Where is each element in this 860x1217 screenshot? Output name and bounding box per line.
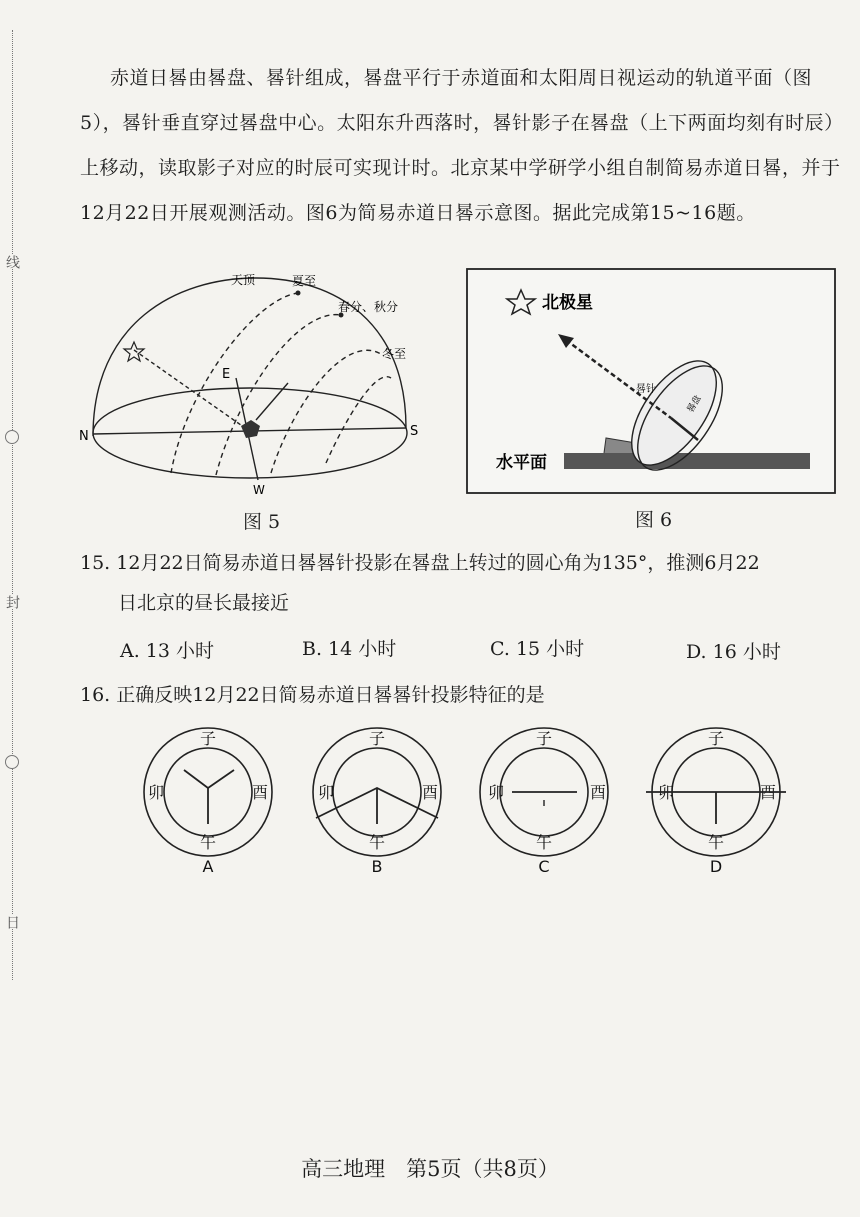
label-disk: 晷盘 (685, 393, 704, 415)
binding-hole-bottom (5, 755, 19, 769)
svg-text:酉: 酉 (421, 783, 439, 802)
question-15 (80, 544, 760, 582)
question-15-line2: 日北京的昼长最接近 (118, 592, 290, 614)
intro-paragraph: 赤道日晷由晷盘、晷针组成，晷盘平行于赤道面和太阳周日视运动的轨道平面（图5），晷针垂直穿过晷盘中心。太阳东升西落时，晷针影子在晷盘（上下两面均刻有时辰）上移动，读取影子对应的时辰可实现计时。北京某中学研学小组自制简易赤道日晷，并于12月22日开展观测活动。图6为简易赤道日晷示意图。据此完成第15~16题。 (80, 67, 844, 224)
page-footer: 高三地理 第5页（共8页） (301, 1157, 559, 1181)
dial-b-label: B (371, 857, 383, 876)
binding-label-bottom: 日 (4, 915, 20, 929)
dial-d[interactable] (646, 728, 786, 876)
svg-text:酉: 酉 (759, 783, 777, 802)
q15-option-c[interactable]: C. 15 小时 (490, 638, 585, 660)
label-zenith: 天顶 (231, 273, 256, 287)
svg-text:子: 子 (199, 729, 217, 748)
label-horizontal-plane: 水平面 (496, 453, 547, 473)
svg-text:午: 午 (707, 833, 725, 852)
dial-a-label: A (202, 857, 214, 876)
svg-text:卯: 卯 (147, 783, 165, 802)
label-east: E (222, 367, 231, 382)
q15-option-d[interactable]: D. 16 小时 (686, 641, 781, 663)
label-needle: 晷针 (636, 384, 656, 395)
question-15-number: 15. (80, 552, 111, 574)
binding-line (12, 30, 13, 980)
dial-d-label: D (709, 857, 723, 876)
label-winter-solstice: 冬至 (382, 347, 407, 361)
figure-5-caption: 图 5 (243, 511, 281, 533)
question-15-text-line1: 12月22日简易赤道日晷晷针投影在晷盘上转过的圆心角为135°，推测6月22 (116, 552, 760, 574)
svg-text:午: 午 (199, 833, 217, 852)
dial-a[interactable] (144, 728, 272, 876)
label-west: W (253, 483, 265, 497)
q16-dials (140, 722, 800, 882)
binding-label-top: 线 (4, 255, 20, 269)
svg-text:子: 子 (707, 729, 725, 748)
svg-text:午: 午 (535, 833, 553, 852)
svg-text:酉: 酉 (589, 783, 607, 802)
figure-5-celestial-sphere (76, 268, 436, 498)
svg-text:子: 子 (368, 729, 386, 748)
svg-text:卯: 卯 (657, 783, 675, 802)
question-16-number: 16. (80, 684, 111, 706)
svg-text:子: 子 (535, 729, 553, 748)
binding-hole-top (5, 430, 19, 444)
svg-text:卯: 卯 (487, 783, 505, 802)
polaris-star-icon (124, 342, 144, 361)
question-16 (80, 676, 545, 714)
svg-text:酉: 酉 (251, 783, 269, 802)
binding-label-mid: 封 (4, 595, 20, 609)
dial-b[interactable] (313, 728, 441, 876)
label-north: N (79, 429, 89, 444)
dial-c-label: C (538, 857, 550, 876)
dial-c[interactable] (480, 728, 608, 876)
figure-6-caption: 图 6 (635, 509, 673, 531)
svg-text:卯: 卯 (317, 783, 335, 802)
observer-icon (241, 420, 260, 438)
q15-option-b[interactable]: B. 14 小时 (302, 638, 397, 660)
svg-text:午: 午 (368, 833, 386, 852)
label-summer-solstice: 夏至 (292, 274, 317, 288)
label-polaris: 北极星 (542, 293, 593, 313)
question-16-text: 正确反映12月22日简易赤道日晷晷针投影特征的是 (116, 684, 545, 706)
q15-option-a[interactable]: A. 13 小时 (120, 640, 215, 662)
label-equinox: 春分、秋分 (338, 300, 399, 314)
figure-6-sundial (466, 268, 838, 496)
label-south: S (410, 424, 419, 439)
